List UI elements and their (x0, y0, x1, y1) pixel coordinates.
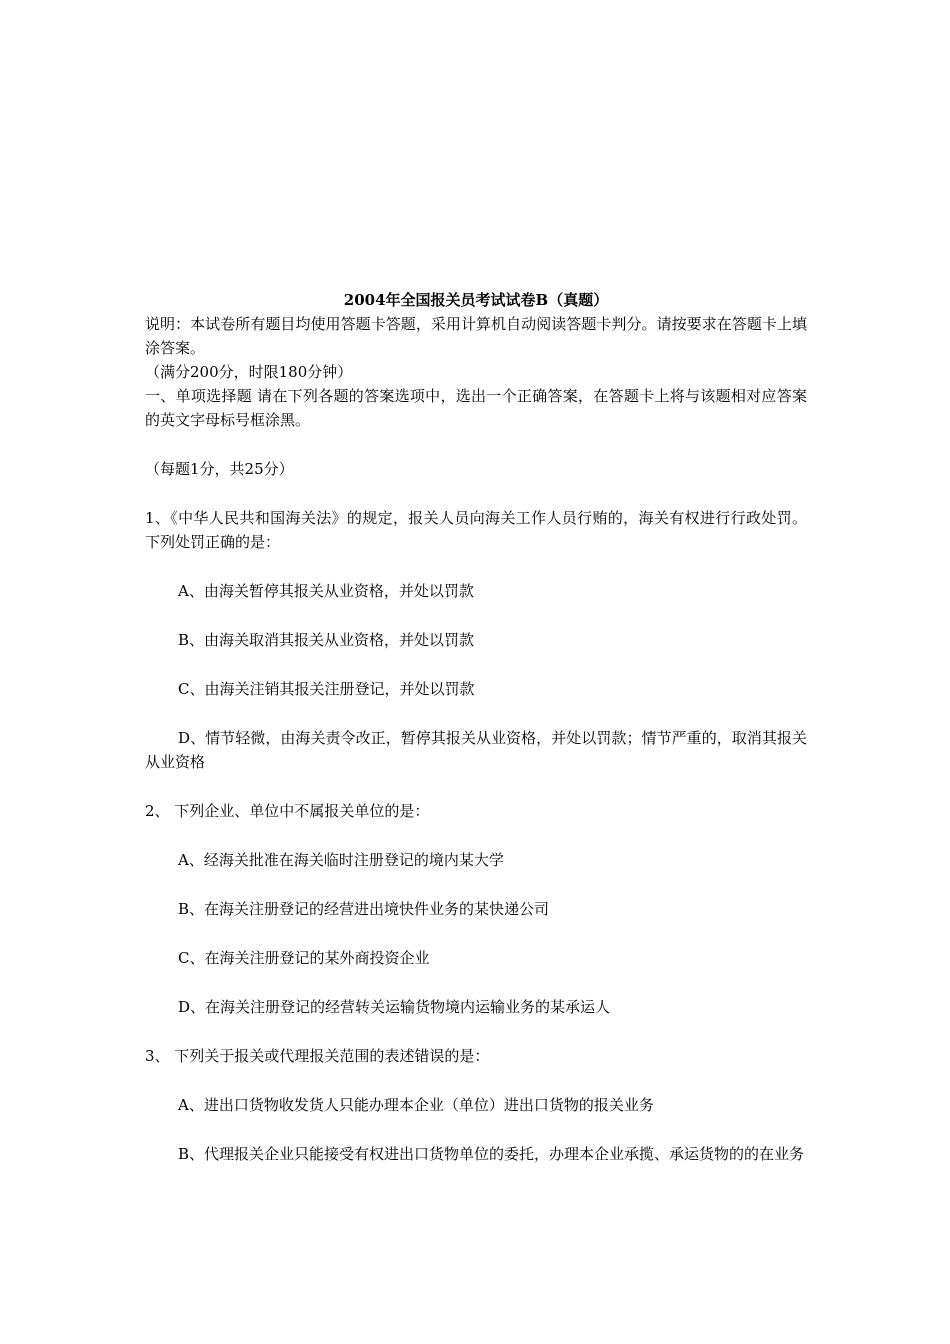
answer-option: B、代理报关企业只能接受有权进出口货物单位的委托，办理本企业承揽、承运货物的的在业务 (178, 1145, 805, 1163)
instructions-note: 说明：本试卷所有题目均使用答题卡答题，采用计算机自动阅读答题卡判分。请按要求在答题卡上填涂答案。 (145, 315, 807, 357)
question-stem: 1、《中华人民共和国海关法》的规定，报关人员向海关工作人员行贿的，海关有权进行行政处罚。下列处罚正确的是： (145, 509, 807, 551)
answer-option: A、由海关暂停其报关从业资格，并处以罚款 (178, 582, 474, 600)
answer-option: C、在海关注册登记的某外商投资企业 (178, 949, 430, 967)
answer-option: B、在海关注册登记的经营进出境快件业务的某快递公司 (178, 900, 550, 918)
answer-option: D、在海关注册登记的经营转关运输货物境内运输业务的某承运人 (178, 998, 611, 1016)
answer-option: C、由海关注销其报关注册登记，并处以罚款 (178, 680, 475, 698)
document-page (145, 288, 807, 1166)
answer-option: B、由海关取消其报关从业资格，并处以罚款 (178, 631, 475, 649)
question-stem: 2、 下列企业、单位中不属报关单位的是： (145, 802, 430, 820)
score-info: （满分200分，时限180分钟） (145, 363, 353, 381)
answer-option: A、进出口货物收发货人只能办理本企业（单位）进出口货物的报关业务 (178, 1096, 654, 1114)
answer-option: A、经海关批准在海关临时注册登记的境内某大学 (178, 851, 504, 869)
document-title: 2004年全国报关员考试试卷B（真题） (343, 291, 609, 309)
question-stem: 3、 下列关于报关或代理报关范围的表述错误的是： (145, 1047, 490, 1065)
answer-option: D、情节轻微，由海关责令改正，暂停其报关从业资格，并处以罚款；情节严重的，取消其报关从业资格 (145, 729, 807, 771)
section-heading: 一、单项选择题 请在下列各题的答案选项中，选出一个正确答案，在答题卡上将与该题相对应答案的英文字母标号框涂黑。 (145, 387, 807, 429)
section-score: （每题1分，共25分） (145, 460, 294, 478)
